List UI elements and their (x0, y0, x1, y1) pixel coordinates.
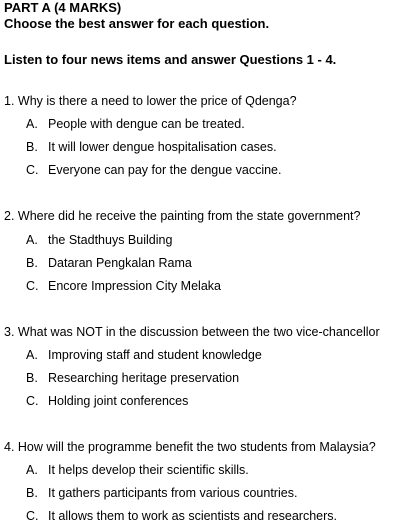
question-2-option-b (26, 255, 192, 271)
option-letter: B. (26, 371, 38, 385)
option-letter: B. (26, 486, 38, 500)
question-1-option-c (26, 162, 281, 178)
option-letter: C. (26, 509, 39, 523)
option-text: Researching heritage preservation (48, 371, 240, 385)
question-4-option-c (26, 508, 337, 524)
question-4: 4. How will the programme benefit the two students from Malaysia? (4, 440, 376, 454)
option-letter: C. (26, 279, 39, 293)
option-letter: A. (26, 233, 38, 247)
option-text: It gathers participants from various countries. (48, 486, 298, 500)
option-text: Holding joint conferences (48, 394, 189, 408)
option-text: People with dengue can be treated. (48, 117, 245, 131)
question-3-option-a (26, 347, 262, 363)
option-letter: C. (26, 394, 39, 408)
question-2-option-a (26, 232, 172, 248)
question-4-option-a (26, 462, 249, 478)
option-letter: A. (26, 463, 38, 477)
listen-instruction: Listen to four news items and answer Questions 1 - 4. (4, 52, 337, 67)
option-text: It allows them to work as scientists and researchers. (48, 509, 338, 523)
option-text: Encore Impression City Melaka (48, 279, 221, 293)
option-letter: A. (26, 348, 38, 362)
question-3: 3. What was NOT in the discussion between the two vice-chancellor (4, 325, 380, 339)
question-1-option-a (26, 116, 245, 132)
part-heading: PART A (4 MARKS) (4, 0, 122, 15)
question-4-option-b (26, 485, 297, 501)
option-text: Everyone can pay for the dengue vaccine. (48, 163, 282, 177)
question-2-option-c (26, 278, 221, 294)
option-text: Dataran Pengkalan Rama (48, 256, 192, 270)
question-2: 2. Where did he receive the painting from the state government? (4, 209, 361, 223)
option-letter: A. (26, 117, 38, 131)
option-letter: C. (26, 163, 39, 177)
option-letter: B. (26, 140, 38, 154)
instruction-text: Choose the best answer for each question. (4, 16, 270, 31)
option-letter: B. (26, 256, 38, 270)
question-1-option-b (26, 139, 277, 155)
question-3-option-c (26, 393, 188, 409)
question-1: 1. Why is there a need to lower the price of Qdenga? (4, 94, 297, 108)
option-text: the Stadthuys Building (48, 233, 173, 247)
option-text: It will lower dengue hospitalisation cases. (48, 140, 277, 154)
option-text: Improving staff and student knowledge (48, 348, 262, 362)
question-3-option-b (26, 370, 239, 386)
option-text: It helps develop their scientific skills. (48, 463, 249, 477)
